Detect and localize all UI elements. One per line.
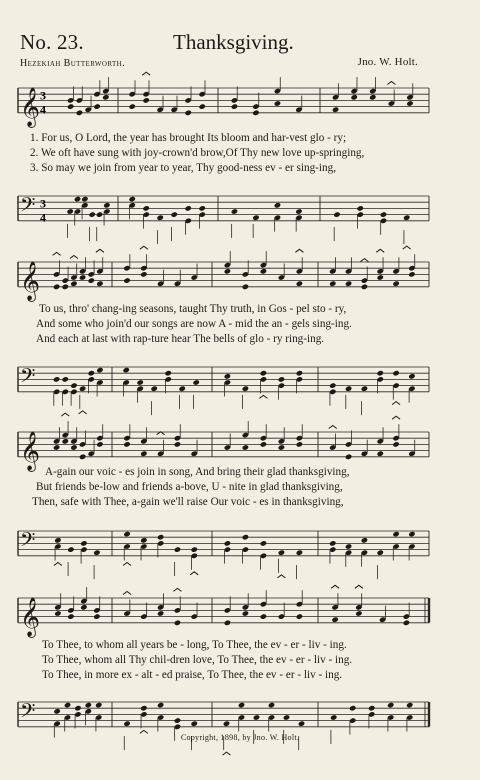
treble-notes (53, 413, 416, 460)
hymn-title: Thanksgiving. (173, 30, 294, 54)
bass-staff-3 (0, 529, 480, 559)
bass-clef-icon: 𝄢 (20, 363, 36, 392)
copyright-notice: Copyright, 1898, by Jno. W. Holt. (180, 733, 300, 742)
treble-staff-4 (0, 596, 480, 637)
time-signature-bottom: 4 (40, 102, 46, 117)
treble-staff-lines (18, 598, 429, 623)
treble-notes (54, 585, 410, 626)
treble-clef-icon: 𝄞 (20, 86, 41, 127)
bass-staff-4 (0, 700, 480, 730)
time-signature-bottom: 4 (40, 210, 46, 225)
bass-staff-2 (0, 365, 480, 395)
treble-clef-icon: 𝄞 (20, 596, 41, 637)
treble-staff-2 (0, 260, 480, 301)
bass-clef-icon: 𝄢 (20, 527, 36, 556)
bass-clef-icon: 𝄢 (20, 192, 36, 221)
hymn-composer: Jno. W. Holt. (357, 56, 418, 68)
hymn-author: Hezekiah Butterworth. (20, 58, 126, 69)
treble-staff-1 (0, 86, 480, 127)
bass-staff-1 (0, 194, 480, 224)
bass-notes (53, 702, 413, 755)
bass-notes (53, 367, 416, 415)
treble-clef-icon: 𝄞 (20, 260, 41, 301)
bass-clef-icon: 𝄢 (20, 698, 36, 727)
hymn-number: No. 23. (20, 30, 84, 54)
bass-notes (54, 531, 416, 579)
hymn-page: No. 23. Thanksgiving. Hezekiah Butterworth. Jno. W. Holt. 𝄞 3 4 1. For us, O Lord, the year has brought Its bloom and har-vest glo - ry; 2. We oft have sung with joy-crown'd brow,Of Thy new love up-springing, 3. So may we join from year to year, Thy good-ness ev - er sing-ing, 𝄢 3 4 𝄞 To us, thro' chang-ing seasons, taught Thy truth, in Gos - pel sto - ry, And some who join'd our songs are now A - mid the an - gels sing-ing. And each at last with rap-ture hear The bells of glo - ry ring-ing. 𝄢 𝄞 A-gain our voic - es join in song, And bring their glad thanksgiving, But friends be-low and friends a-bove, U - nite in glad thanksgiving, Then, safe with Thee, a-gain we'll raise Our voic - es in thanksgiving, 𝄢 𝄞 To Thee, to whom all years be - long, To Thee, the ev - er - liv - ing. To Thee, whom all Thy chil-dren love, To Thee, the ev - er - liv - ing. To Thee, in more ex - alt - ed praise, To Thee, the ev - er - liv - ing. 𝄢 Copyright, 1898, by Jno. W. Holt. (0, 0, 480, 780)
time-signature-top: 3 (40, 88, 46, 103)
treble-clef-icon: 𝄞 (20, 430, 41, 471)
time-signature-top: 3 (40, 196, 46, 211)
treble-staff-3 (0, 430, 480, 471)
